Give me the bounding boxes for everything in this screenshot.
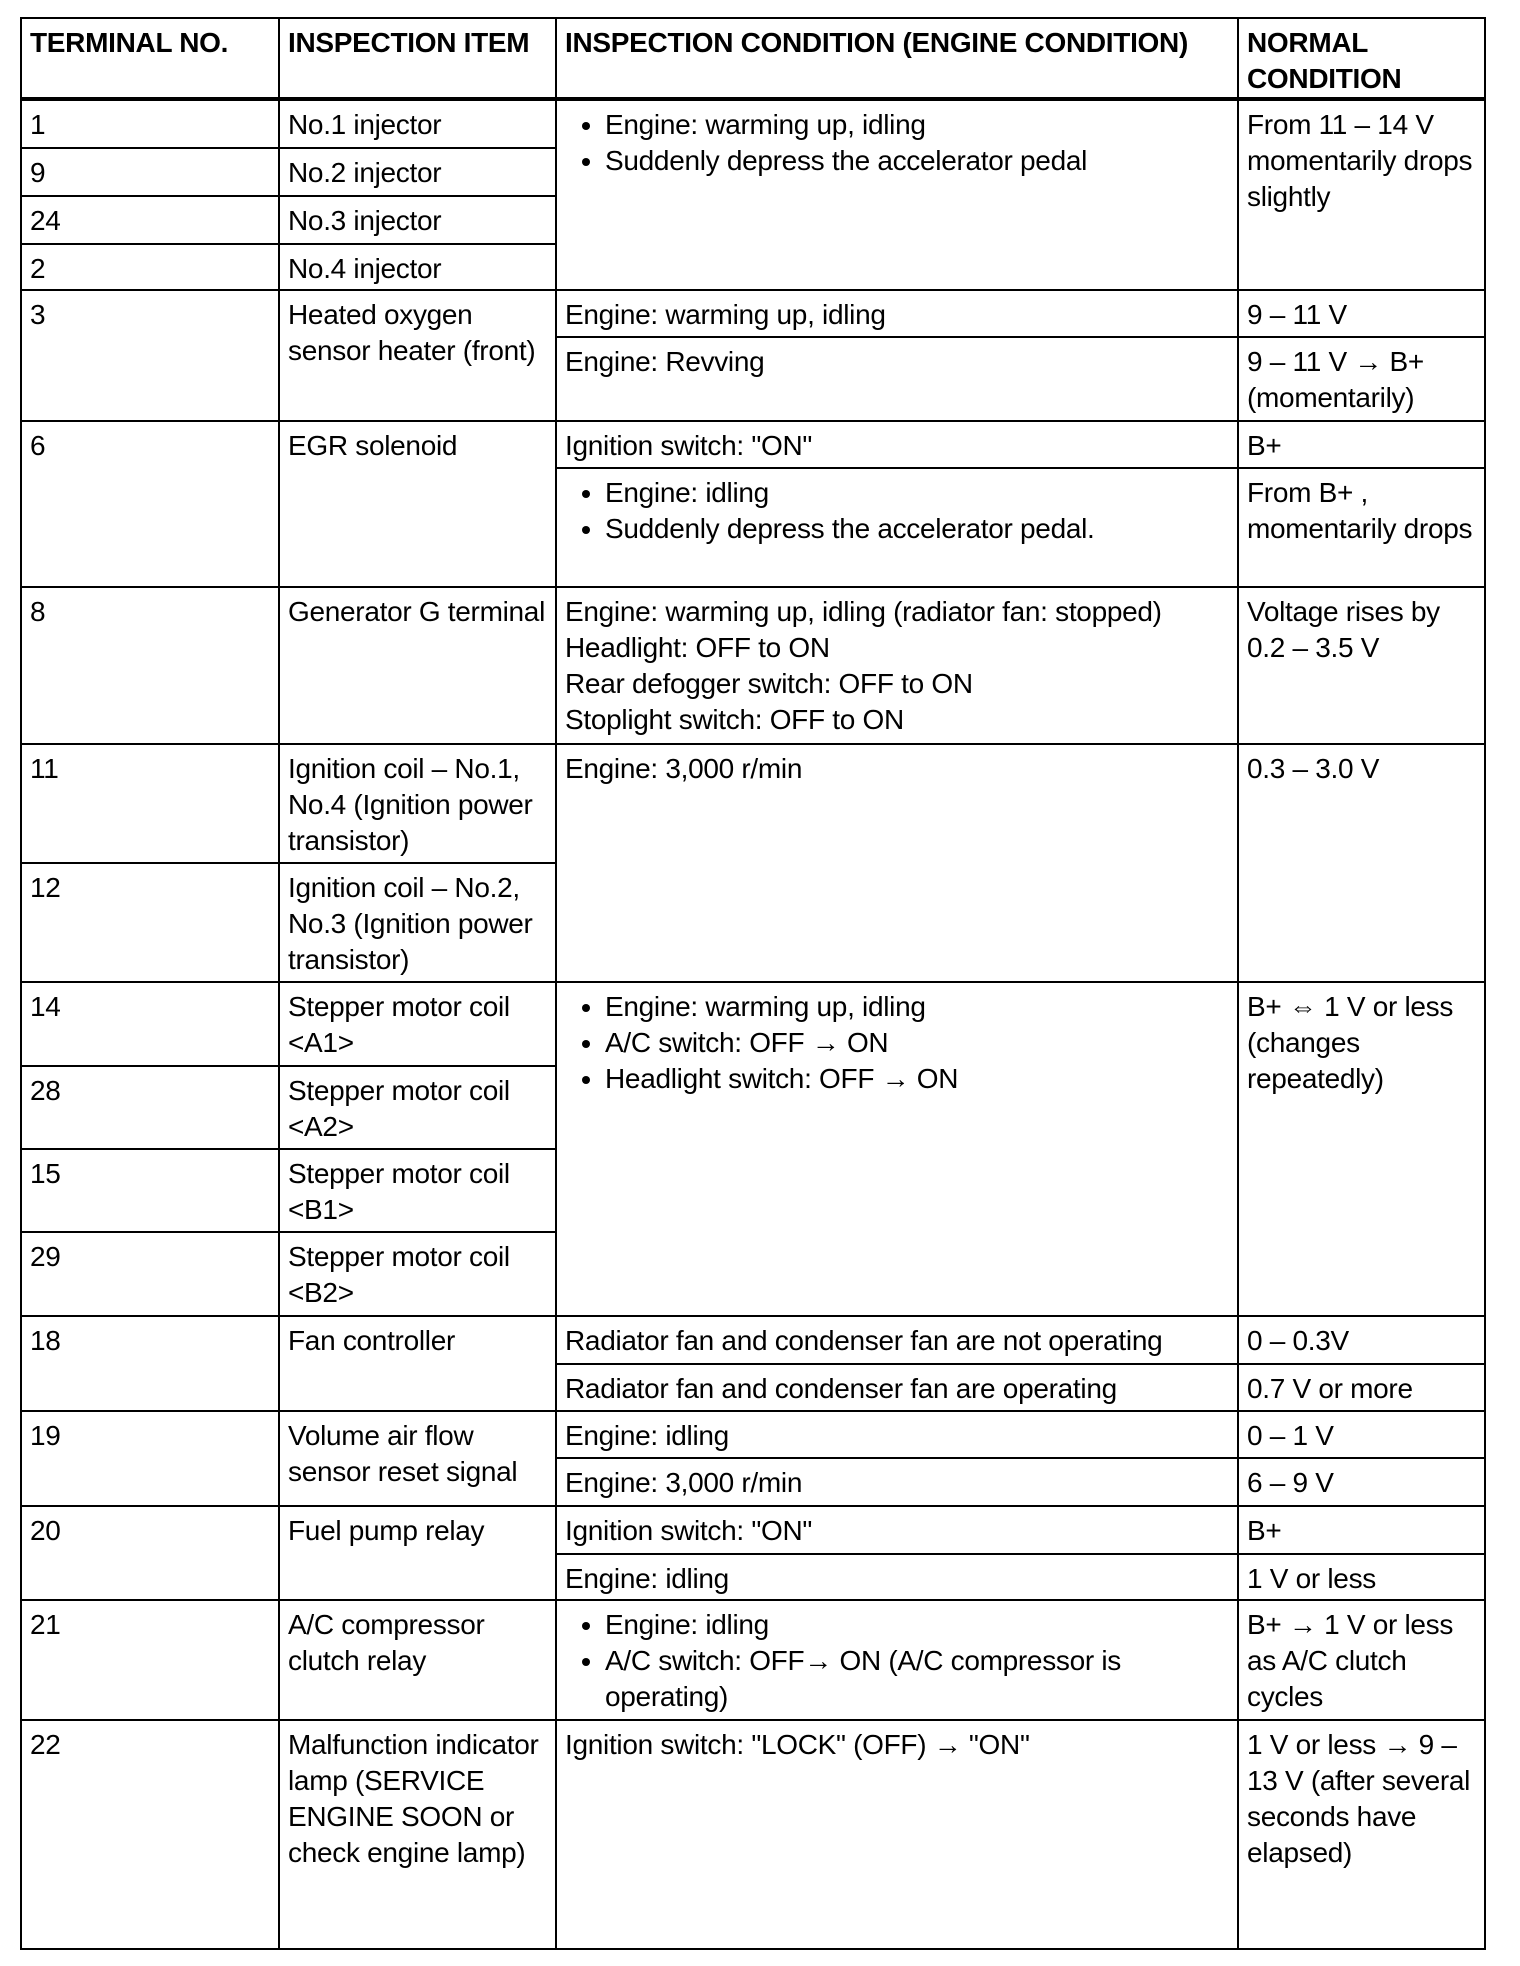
inspection-condition-cell: Engine: 3,000 r/min	[555, 743, 1239, 983]
inspection-condition-cell: Engine: Revving	[555, 336, 1239, 422]
terminal-no-cell: 2	[20, 243, 280, 291]
terminal-no-cell: 20	[20, 1505, 280, 1601]
condition-line: Stoplight switch: OFF to ON	[565, 704, 904, 735]
bullet-item: • Suddenly depress the accelerator pedal.	[605, 511, 1229, 547]
inspection-condition-cell: Engine: warming up, idling	[555, 289, 1239, 338]
inspection-condition-cell	[555, 99, 1239, 291]
bullet-item: • Engine: warming up, idling	[605, 107, 1229, 143]
inspection-item-cell: Generator G terminal	[278, 586, 557, 745]
inspection-item-cell: No.2 injector	[278, 147, 557, 197]
inspection-condition-cell: Engine: idling	[555, 1553, 1239, 1601]
inspection-item-cell: Ignition coil – No.2, No.3 (Ignition power transistor)	[278, 862, 557, 983]
normal-condition-cell: 0 – 1 V	[1237, 1410, 1486, 1459]
bullet-item: • Engine: idling	[605, 475, 1229, 511]
inspection-item-cell: Ignition coil – No.1, No.4 (Ignition power transistor)	[278, 743, 557, 864]
inspection-condition-cell	[555, 981, 1239, 1317]
inspection-condition-cell: Engine: 3,000 r/min	[555, 1457, 1239, 1507]
bullet-item: • Engine: idling	[605, 1607, 1229, 1643]
inspection-item-cell: Stepper motor coil <B1>	[278, 1148, 557, 1233]
inspection-item-cell: Fan controller	[278, 1315, 557, 1412]
terminal-no-cell: 24	[20, 195, 280, 245]
condition-line: Rear defogger switch: OFF to ON	[565, 668, 973, 699]
normal-condition-cell: 6 – 9 V	[1237, 1457, 1486, 1507]
inspection-item-cell: Malfunction indicator lamp (SERVICE ENGINE SOON or check engine lamp)	[278, 1719, 557, 1950]
normal-condition-cell: Voltage rises by 0.2 – 3.5 V	[1237, 586, 1486, 745]
inspection-item-cell: Stepper motor coil <A1>	[278, 981, 557, 1067]
header-inspection-item: INSPECTION ITEM	[278, 17, 557, 101]
normal-condition-cell: 0.7 V or more	[1237, 1363, 1486, 1412]
terminal-no-cell: 18	[20, 1315, 280, 1412]
inspection-item-cell: Stepper motor coil <B2>	[278, 1231, 557, 1317]
header-normal-condition: NORMAL CONDITION	[1237, 17, 1486, 101]
normal-condition-cell: 1 V or less → 9 – 13 V (after several seconds have elapsed)	[1237, 1719, 1486, 1950]
bullet-item: • A/C switch: OFF→ ON (A/C compressor is operating)	[605, 1643, 1229, 1715]
normal-condition-cell: From B+ , momentarily drops	[1237, 467, 1486, 588]
normal-condition-cell: 9 – 11 V → B+ (momentarily)	[1237, 336, 1486, 422]
inspection-condition-cell: Engine: idling	[555, 1410, 1239, 1459]
terminal-no-cell: 19	[20, 1410, 280, 1507]
terminal-no-cell: 1	[20, 99, 280, 149]
inspection-item-cell: No.1 injector	[278, 99, 557, 149]
inspection-condition-cell: Radiator fan and condenser fan are not operating	[555, 1315, 1239, 1365]
normal-condition-cell: From 11 – 14 V momentarily drops slightly	[1237, 99, 1486, 291]
normal-condition-cell: B+ → 1 V or less as A/C clutch cycles	[1237, 1599, 1486, 1721]
inspection-item-cell: No.4 injector	[278, 243, 557, 291]
inspection-item-cell: Volume air flow sensor reset signal	[278, 1410, 557, 1507]
inspection-condition-cell: Ignition switch: "LOCK" (OFF) → "ON"	[555, 1719, 1239, 1950]
inspection-item-cell: Stepper motor coil <A2>	[278, 1065, 557, 1150]
header-terminal-no: TERMINAL NO.	[20, 17, 280, 101]
inspection-condition-cell: Radiator fan and condenser fan are operating	[555, 1363, 1239, 1412]
inspection-item-cell: Fuel pump relay	[278, 1505, 557, 1601]
bullet-list	[565, 1607, 1229, 1715]
terminal-no-cell: 22	[20, 1719, 280, 1950]
inspection-condition-cell	[555, 586, 1239, 745]
bullet-item: • Suddenly depress the accelerator pedal	[605, 143, 1229, 179]
condition-line: Engine: warming up, idling (radiator fan: stopped)	[565, 596, 1162, 627]
normal-condition-cell: 0 – 0.3V	[1237, 1315, 1486, 1365]
terminal-no-cell: 29	[20, 1231, 280, 1317]
normal-condition-cell: B+	[1237, 420, 1486, 469]
inspection-condition-cell	[555, 1599, 1239, 1721]
normal-condition-cell: B+ ⇔ 1 V or less (changes repeatedly)	[1237, 981, 1486, 1317]
terminal-no-cell: 15	[20, 1148, 280, 1233]
terminal-no-cell: 12	[20, 862, 280, 983]
terminal-no-cell: 28	[20, 1065, 280, 1150]
inspection-item-cell: Heated oxygen sensor heater (front)	[278, 289, 557, 422]
bullet-item: • Engine: warming up, idling	[605, 989, 1229, 1025]
terminal-no-cell: 11	[20, 743, 280, 864]
bullet-item: • Headlight switch: OFF → ON	[605, 1061, 1229, 1097]
inspection-condition-cell: Ignition switch: "ON"	[555, 420, 1239, 469]
normal-condition-cell: 9 – 11 V	[1237, 289, 1486, 338]
terminal-no-cell: 21	[20, 1599, 280, 1721]
condition-lines	[565, 594, 1229, 738]
terminal-no-cell: 14	[20, 981, 280, 1067]
terminal-no-cell: 6	[20, 420, 280, 588]
bullet-list	[565, 475, 1229, 547]
bullet-item: • A/C switch: OFF → ON	[605, 1025, 1229, 1061]
inspection-condition-cell: Ignition switch: "ON"	[555, 1505, 1239, 1555]
inspection-item-cell: A/C compressor clutch relay	[278, 1599, 557, 1721]
normal-condition-cell: B+	[1237, 1505, 1486, 1555]
bullet-list	[565, 989, 1229, 1097]
normal-condition-cell: 1 V or less	[1237, 1553, 1486, 1601]
terminal-no-cell: 9	[20, 147, 280, 197]
condition-line: Headlight: OFF to ON	[565, 632, 830, 663]
terminal-no-cell: 3	[20, 289, 280, 422]
header-inspection-condition: INSPECTION CONDITION (ENGINE CONDITION)	[555, 17, 1239, 101]
inspection-item-cell: EGR solenoid	[278, 420, 557, 588]
normal-condition-cell: 0.3 – 3.0 V	[1237, 743, 1486, 983]
inspection-item-cell: No.3 injector	[278, 195, 557, 245]
bullet-list	[565, 107, 1229, 179]
terminal-no-cell: 8	[20, 586, 280, 745]
inspection-condition-cell	[555, 467, 1239, 588]
